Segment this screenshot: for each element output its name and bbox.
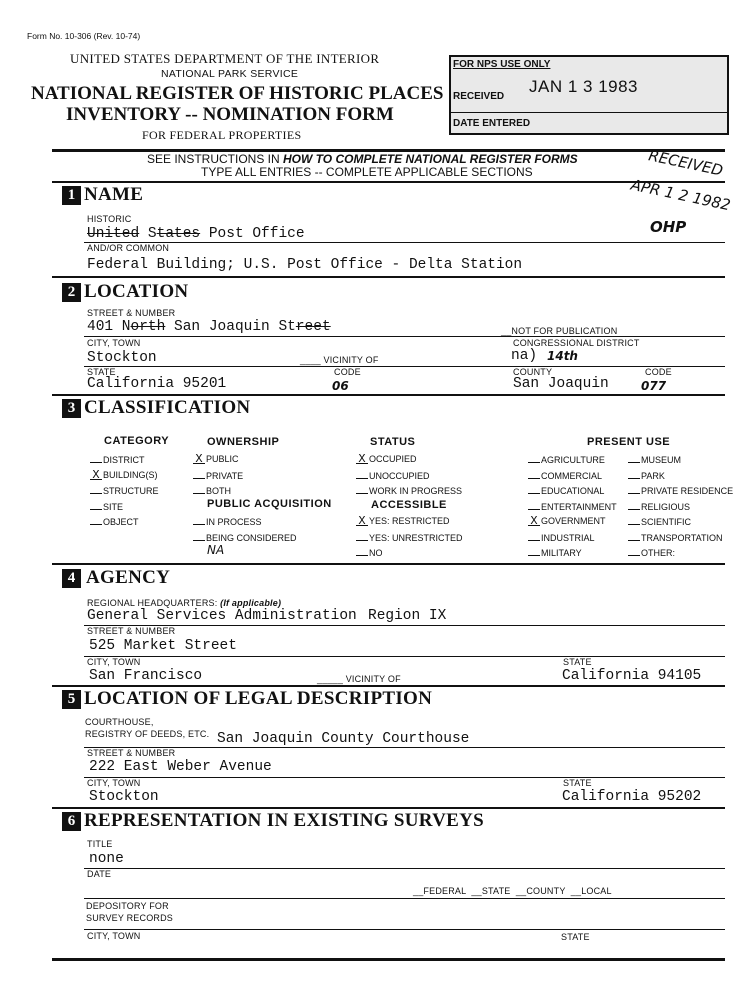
checkbox-label: OTHER: — [641, 548, 676, 558]
legal-state-value: California 95202 — [562, 789, 702, 805]
checkbox-mark[interactable]: X — [528, 517, 540, 526]
checkbox-label: MUSEUM — [641, 455, 681, 465]
checkbox-label: SCIENTIFIC — [641, 517, 692, 527]
checkbox-mark[interactable] — [356, 485, 368, 494]
form-subtitle: FOR FEDERAL PROPERTIES — [142, 128, 302, 142]
section-6-title: REPRESENTATION IN EXISTING SURVEYS — [84, 810, 485, 831]
location-county-value: San Joaquin — [513, 376, 609, 392]
checkbox-label: NO — [369, 548, 383, 558]
survey-levels — [413, 886, 612, 896]
checkbox-label: COMMERCIAL — [541, 470, 603, 481]
checkbox-work-in-progress[interactable] — [356, 485, 462, 496]
ownership-heading: OWNERSHIP — [207, 436, 280, 448]
courthouse-label-2: REGISTRY OF DEEDS, ETC. — [85, 729, 210, 739]
checkbox-public[interactable] — [193, 454, 239, 464]
checkbox-no[interactable] — [356, 547, 383, 558]
bottom-rule — [52, 958, 725, 961]
accessible-heading: ACCESSIBLE — [371, 499, 447, 511]
checkbox-mark[interactable] — [628, 501, 640, 510]
section-2-number: 2 — [62, 283, 81, 302]
received-label: RECEIVED — [453, 91, 505, 102]
location-city-value: Stockton — [87, 350, 157, 366]
stamp-office: OHP — [650, 218, 687, 236]
acquisition-handwritten: NA — [207, 543, 225, 557]
legal-street-label: STREET & NUMBER — [87, 748, 176, 758]
agency-street-label: STREET & NUMBER — [87, 626, 176, 636]
status-heading: STATUS — [370, 436, 416, 448]
legal-street-value: 222 East Weber Avenue — [89, 759, 272, 775]
checkbox-label: OCCUPIED — [369, 454, 417, 464]
checkbox-label: PUBLIC — [206, 454, 239, 464]
checkbox-label: YES: UNRESTRICTED — [369, 532, 463, 543]
location-code2-label: CODE — [645, 367, 672, 377]
checkbox-mark[interactable] — [90, 516, 102, 525]
checkbox-mark[interactable] — [528, 501, 540, 510]
legal-state-label: STATE — [563, 778, 592, 788]
level-federal: __FEDERAL — [413, 886, 466, 896]
depository-label-1: DEPOSITORY FOR — [86, 901, 169, 911]
location-street-label: STREET & NUMBER — [87, 308, 176, 318]
checkbox-transportation[interactable] — [628, 532, 723, 543]
agency-hq-label: REGIONAL HEADQUARTERS: (If applicable) — [87, 598, 282, 608]
depository-label-2: SURVEY RECORDS — [86, 913, 173, 923]
section-3-number: 3 — [62, 399, 81, 418]
historic-name-value: United States Post Office — [87, 226, 305, 242]
checkbox-both[interactable] — [193, 485, 231, 496]
checkbox-label: INDUSTRIAL — [541, 532, 595, 543]
congressional-district-label: CONGRESSIONAL DISTRICT — [513, 338, 640, 348]
location-code-label: CODE — [334, 367, 361, 377]
checkbox-mark[interactable] — [628, 470, 640, 479]
nps-box-label: FOR NPS USE ONLY — [453, 59, 551, 70]
location-vicinity-label: ____ VICINITY OF — [300, 355, 379, 365]
location-city-label: CITY, TOWN — [87, 338, 141, 348]
checkbox-unoccupied[interactable] — [356, 470, 430, 481]
instructions-line2: TYPE ALL ENTRIES -- COMPLETE APPLICABLE SECTIONS — [201, 165, 533, 179]
level-county: __COUNTY — [513, 886, 566, 896]
checkbox-mark[interactable] — [90, 485, 102, 494]
checkbox-mark[interactable]: X — [193, 455, 205, 464]
checkbox-museum[interactable] — [628, 454, 681, 465]
location-city-line — [84, 366, 725, 367]
checkbox-site[interactable] — [90, 501, 123, 512]
checkbox-educational[interactable] — [528, 485, 604, 496]
checkbox-scientific[interactable] — [628, 516, 691, 527]
agency-hq-value: General Services Administration — [87, 608, 357, 624]
checkbox-label: BEING CONSIDERED — [206, 532, 297, 543]
checkbox-mark[interactable] — [356, 532, 368, 541]
checkbox-mark[interactable]: X — [356, 455, 368, 464]
stamp-received: RECEIVED — [646, 146, 725, 180]
courthouse-value: San Joaquin County Courthouse — [217, 731, 470, 747]
survey-state-label: STATE — [561, 932, 590, 942]
date-entered-label: DATE ENTERED — [453, 118, 531, 129]
common-label: AND/OR COMMON — [87, 243, 170, 253]
legal-street-line — [84, 777, 725, 778]
checkbox-label: PRIVATE RESIDENCE — [641, 486, 734, 496]
checkbox-building-s[interactable] — [90, 467, 158, 482]
checkbox-occupied[interactable] — [356, 454, 417, 464]
form-title-line2: INVENTORY -- NOMINATION FORM — [66, 104, 394, 125]
section-4-number: 4 — [62, 569, 81, 588]
checkbox-commercial[interactable] — [528, 470, 602, 481]
not-for-publication: __NOT FOR PUBLICATION — [501, 326, 618, 336]
legal-city-label: CITY, TOWN — [87, 778, 141, 788]
checkbox-label: RELIGIOUS — [641, 501, 691, 512]
checkbox-other[interactable] — [628, 547, 675, 558]
location-street-line — [84, 336, 725, 337]
checkbox-label: EDUCATIONAL — [541, 486, 605, 496]
checkbox-label: YES: RESTRICTED — [369, 516, 450, 526]
nps-use-box — [449, 55, 729, 135]
section-6-number: 6 — [62, 812, 81, 831]
checkbox-label: BUILDING(S) — [103, 469, 158, 480]
checkbox-industrial[interactable] — [528, 532, 595, 543]
agency-city-label: CITY, TOWN — [87, 657, 141, 667]
common-name-value: Federal Building; U.S. Post Office - Delta Station — [87, 257, 523, 273]
agency-region-value: Region IX — [368, 608, 447, 624]
historic-field-line — [84, 242, 725, 243]
checkbox-mark[interactable] — [528, 532, 540, 541]
congressional-district-value: na) — [511, 348, 538, 364]
courthouse-line — [84, 747, 725, 748]
section-3-rule — [52, 394, 725, 396]
checkbox-label: BOTH — [206, 486, 232, 496]
location-state-label: STATE — [87, 367, 116, 377]
form-number: Form No. 10-306 (Rev. 10-74) — [27, 31, 141, 41]
section-3-title: CLASSIFICATION — [84, 397, 251, 418]
received-date-stamp: JAN 1 3 1983 — [529, 77, 639, 96]
checkbox-mark[interactable] — [628, 454, 640, 463]
survey-title-line — [84, 868, 725, 869]
present-use-heading: PRESENT USE — [587, 436, 671, 448]
checkbox-mark[interactable] — [193, 516, 205, 525]
section-2-title: LOCATION — [84, 281, 189, 302]
checkbox-label: UNOCCUPIED — [369, 470, 430, 481]
legal-city-value: Stockton — [89, 789, 159, 805]
agency-hq-line — [84, 625, 725, 626]
location-state-value: California 95201 — [87, 376, 227, 392]
section-5-rule — [52, 685, 725, 687]
checkbox-label: ENTERTAINMENT — [541, 501, 617, 512]
survey-title-label: TITLE — [87, 839, 113, 849]
checkbox-label: MILITARY — [541, 548, 582, 558]
checkbox-mark[interactable] — [628, 516, 640, 525]
checkbox-label: AGRICULTURE — [541, 455, 605, 465]
checkbox-being-considered[interactable] — [193, 532, 297, 543]
section-1-number: 1 — [62, 186, 81, 205]
checkbox-park[interactable] — [628, 470, 665, 481]
checkbox-military[interactable] — [528, 547, 582, 558]
section-4-title: AGENCY — [86, 567, 171, 588]
instructions-line1: SEE INSTRUCTIONS IN HOW TO COMPLETE NATIONAL REGISTER FORMS — [147, 152, 578, 166]
checkbox-mark[interactable] — [528, 454, 540, 463]
stamp-date: APR 1 2 1982 — [629, 175, 733, 215]
checkbox-mark[interactable] — [628, 547, 640, 556]
location-county-label: COUNTY — [513, 367, 553, 377]
checkbox-label: PARK — [641, 470, 665, 481]
checkbox-mark[interactable] — [90, 454, 102, 463]
checkbox-label: WORK IN PROGRESS — [369, 486, 463, 496]
agency-state-value: California 94105 — [562, 668, 702, 684]
checkbox-mark[interactable]: X — [356, 517, 368, 526]
service-heading: NATIONAL PARK SERVICE — [161, 68, 299, 80]
checkbox-label: DISTRICT — [103, 455, 145, 465]
section-6-rule — [52, 807, 725, 809]
agency-street-value: 525 Market Street — [89, 638, 237, 654]
checkbox-mark[interactable]: X — [90, 471, 102, 480]
checkbox-label: GOVERNMENT — [541, 516, 606, 526]
checkbox-mark[interactable] — [356, 547, 368, 556]
checkbox-mark[interactable] — [528, 485, 540, 494]
checkbox-mark[interactable] — [528, 470, 540, 479]
agency-vicinity-label: _____ VICINITY OF — [317, 674, 401, 684]
form-title-line1: NATIONAL REGISTER OF HISTORIC PLACES — [31, 83, 444, 104]
checkbox-mark[interactable] — [193, 485, 205, 494]
section-2-rule — [52, 276, 725, 278]
checkbox-mark[interactable] — [628, 485, 640, 494]
checkbox-agriculture[interactable] — [528, 454, 605, 465]
agency-state-label: STATE — [563, 657, 592, 667]
checkbox-yes-restricted[interactable] — [356, 516, 450, 526]
level-state: __STATE — [468, 886, 511, 896]
checkbox-label: OBJECT — [103, 517, 139, 527]
checkbox-label: PRIVATE — [206, 470, 244, 481]
section-1-rule — [52, 181, 725, 183]
congressional-district-handwritten: 14th — [547, 349, 578, 363]
checkbox-mark[interactable] — [628, 532, 640, 541]
checkbox-district[interactable] — [90, 454, 145, 465]
checkbox-label: IN PROCESS — [206, 517, 262, 527]
checkbox-private-residence[interactable] — [628, 485, 733, 496]
agency-street-line — [84, 656, 725, 657]
section-5-title: LOCATION OF LEGAL DESCRIPTION — [84, 688, 433, 709]
checkbox-mark[interactable] — [528, 547, 540, 556]
location-code-value: 06 — [332, 379, 349, 393]
survey-city-label: CITY, TOWN — [87, 931, 141, 941]
nps-box-divider — [451, 112, 727, 113]
public-acquisition-heading: PUBLIC ACQUISITION — [207, 498, 332, 510]
survey-date-line — [84, 898, 725, 899]
category-heading: CATEGORY — [104, 435, 170, 447]
survey-title-value: none — [89, 851, 124, 867]
checkbox-in-process[interactable] — [193, 516, 262, 527]
checkbox-private[interactable] — [193, 470, 243, 481]
checkbox-label: STRUCTURE — [103, 486, 159, 496]
checkbox-label: TRANSPORTATION — [641, 532, 723, 543]
location-code2-value: 077 — [641, 379, 667, 393]
historic-label: HISTORIC — [87, 214, 132, 224]
checkbox-mark[interactable] — [90, 501, 102, 510]
checkbox-entertainment[interactable] — [528, 501, 617, 512]
level-local: __LOCAL — [568, 886, 612, 896]
checkbox-yes-unrestricted[interactable] — [356, 532, 463, 543]
checkbox-object[interactable] — [90, 516, 139, 527]
checkbox-religious[interactable] — [628, 501, 690, 512]
depository-line — [84, 929, 725, 930]
agency-city-value: San Francisco — [89, 668, 203, 684]
checkbox-mark[interactable] — [193, 470, 205, 479]
checkbox-mark[interactable] — [356, 470, 368, 479]
section-1-title: NAME — [84, 184, 144, 205]
courthouse-label-1: COURTHOUSE, — [85, 717, 154, 727]
checkbox-mark[interactable] — [193, 532, 205, 541]
checkbox-label: SITE — [103, 501, 124, 512]
checkbox-government[interactable] — [528, 516, 606, 526]
checkbox-structure[interactable] — [90, 485, 159, 496]
section-5-number: 5 — [62, 690, 81, 709]
survey-date-label: DATE — [87, 869, 112, 879]
section-4-rule — [52, 563, 725, 565]
location-street-value: 401 North San Joaquin Street — [87, 319, 331, 335]
department-heading: UNITED STATES DEPARTMENT OF THE INTERIOR — [70, 51, 380, 66]
